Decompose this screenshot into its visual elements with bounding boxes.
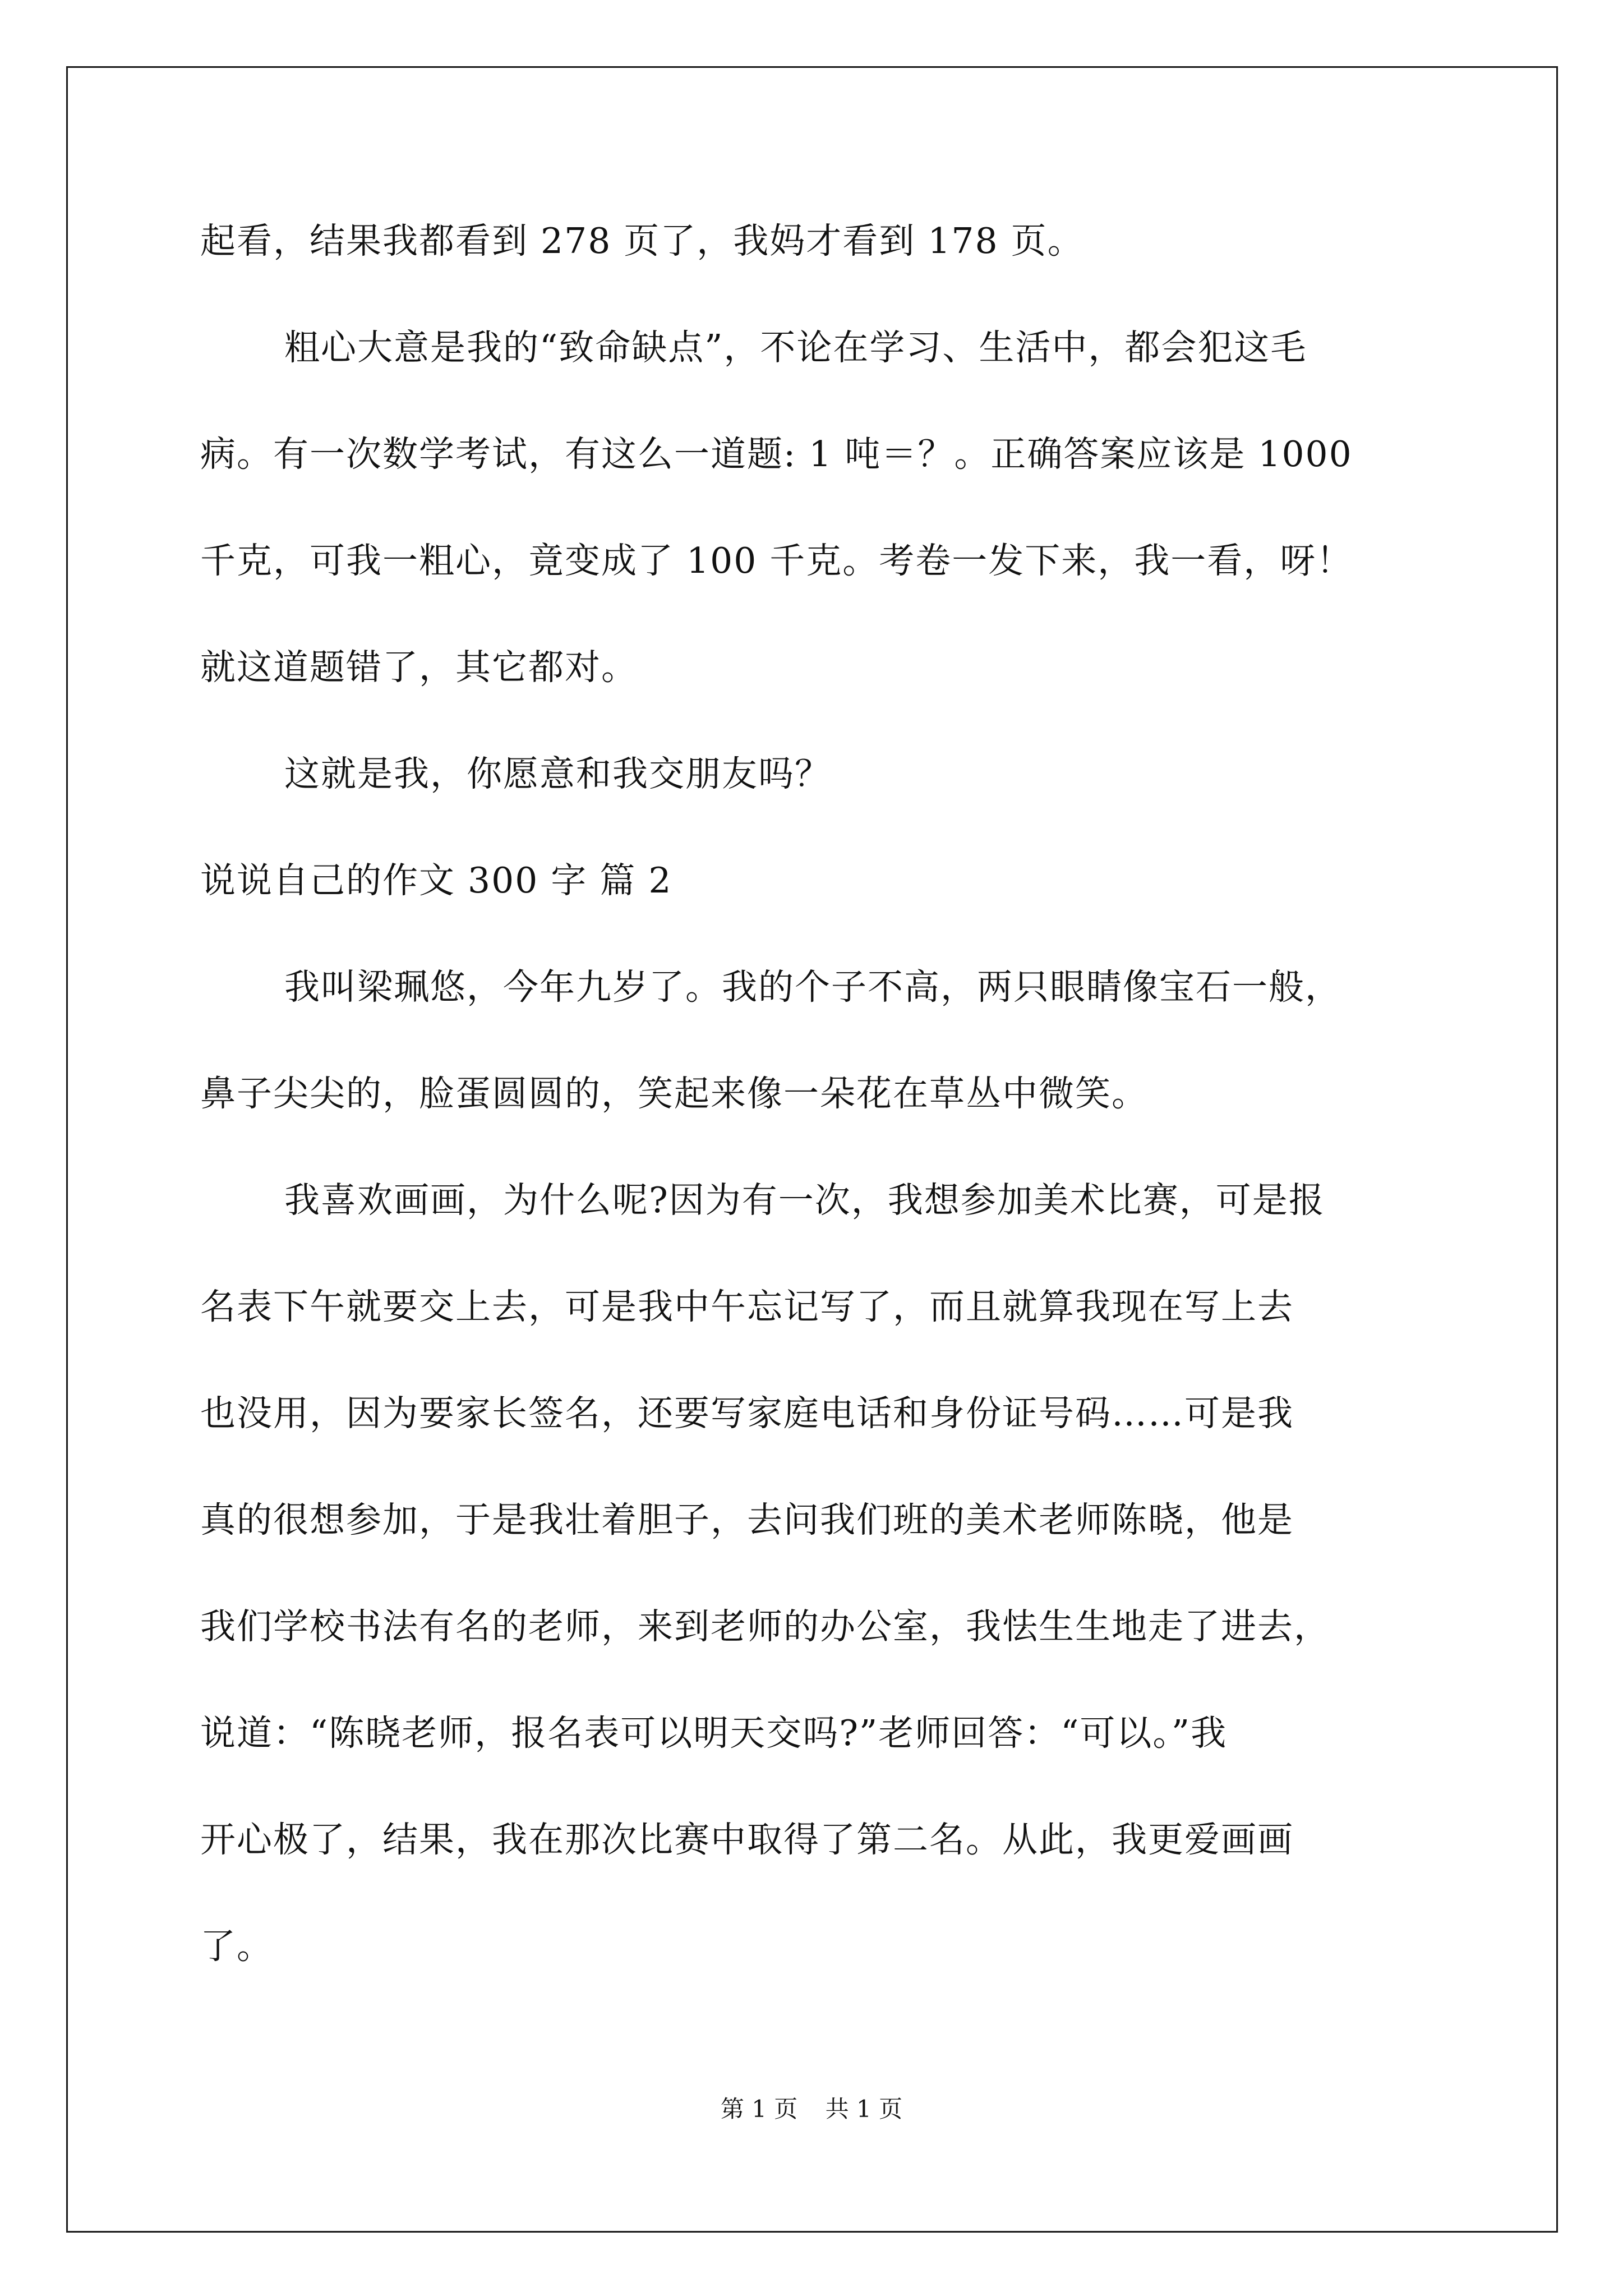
paragraph-line: 我叫梁珮悠，今年九岁了。我的个子不高，两只眼睛像宝石一般， (284, 967, 1341, 1007)
paragraph-line: 就这道题错了，其它都对。 (200, 647, 638, 688)
paragraph-line: 真的很想参加，于是我壮着胆子，去问我们班的美术老师陈晓，他是 (200, 1499, 1294, 1540)
paragraph-line: 鼻子尖尖的，脸蛋圆圆的，笑起来像一朵花在草丛中微笑。 (200, 1073, 1148, 1114)
page-number: 第 1 页 (720, 2095, 798, 2123)
section-heading: 说说自己的作文 300 字 篇 2 (200, 860, 672, 901)
paragraph-line: 粗心大意是我的“致命缺点”，不论在学习、生活中，都会犯这毛 (284, 327, 1307, 368)
paragraph-line: 说道：“陈晓老师，报名表可以明天交吗?”老师回答：“可以。”我 (200, 1713, 1228, 1754)
paragraph-line: 千克，可我一粗心，竟变成了 100 千克。考卷一发下来，我一看，呀！ (200, 540, 1353, 581)
paragraph-line: 我喜欢画画，为什么呢?因为有一次，我想参加美术比赛，可是报 (284, 1180, 1325, 1221)
page-total: 共 1 页 (825, 2095, 903, 2123)
paragraph-line: 我们学校书法有名的老师，来到老师的办公室，我怯生生地走了进去， (200, 1606, 1330, 1647)
paragraph-line: 开心极了，结果，我在那次比赛中取得了第二名。从此，我更爱画画 (200, 1819, 1294, 1860)
paragraph-line: 名表下午就要交上去，可是我中午忘记写了，而且就算我现在写上去 (200, 1286, 1294, 1327)
page-border (66, 66, 1558, 2233)
paragraph-line: 病。有一次数学考试，有这么一道题: 1 吨＝？。正确答案应该是 1000 (200, 434, 1353, 475)
paragraph-line: 也没用，因为要家长签名，还要写家庭电话和身份证号码……可是我 (200, 1393, 1294, 1434)
paragraph-line: 这就是我，你愿意和我交朋友吗？ (284, 753, 831, 794)
paragraph-line: 了。 (200, 1926, 273, 1967)
paragraph-line: 起看，结果我都看到 278 页了，我妈才看到 178 页。 (200, 220, 1084, 261)
page-footer (0, 2092, 1623, 2126)
